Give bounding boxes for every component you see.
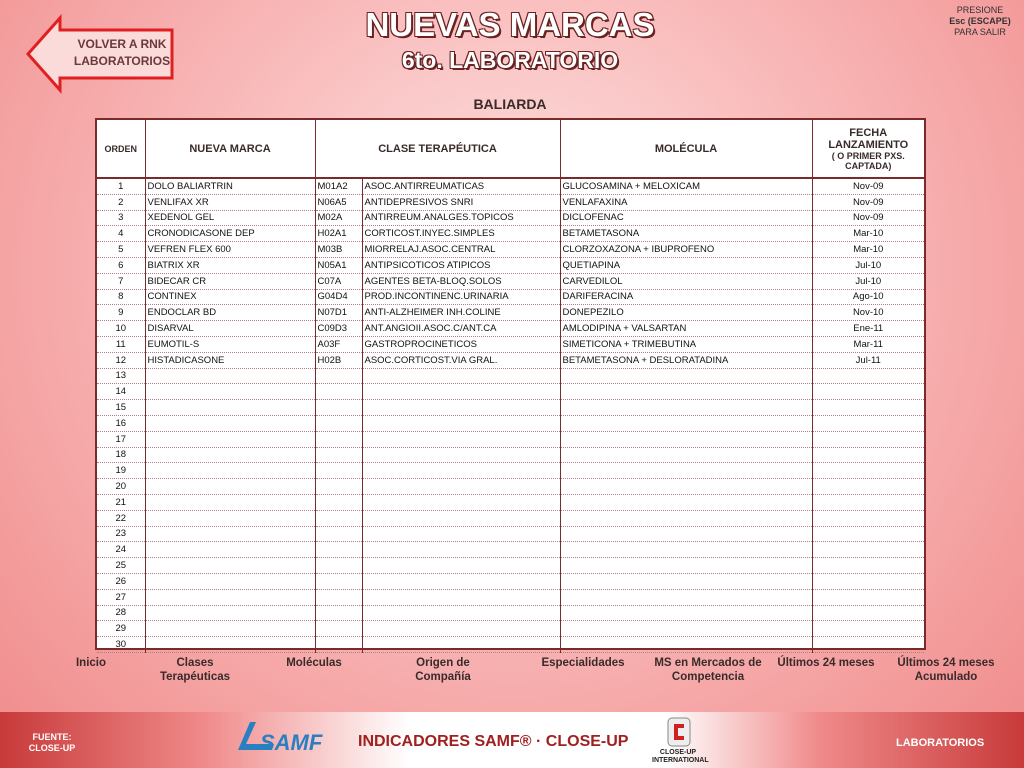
cell-codigo — [315, 384, 362, 400]
cell-molecula: AMLODIPINA + VALSARTAN — [560, 321, 812, 337]
cell-clase: ANTIPSICOTICOS ATIPICOS — [362, 257, 560, 273]
cell-clase — [362, 558, 560, 574]
cell-molecula — [560, 447, 812, 463]
cell-marca — [145, 510, 315, 526]
table-row — [97, 352, 924, 368]
cell-codigo — [315, 463, 362, 479]
cell-codigo: G04D4 — [315, 289, 362, 305]
cell-codigo — [315, 558, 362, 574]
cell-orden: 10 — [97, 321, 145, 337]
page-subtitle: 6to. LABORATORIO — [401, 47, 619, 73]
nav-inicio[interactable]: Inicio — [75, 657, 107, 669]
cell-clase: ANTI-ALZHEIMER INH.COLINE — [362, 305, 560, 321]
cell-fecha — [812, 447, 924, 463]
cell-orden: 23 — [97, 526, 145, 542]
cell-fecha: Nov-10 — [812, 305, 924, 321]
cell-marca: CONTINEX — [145, 289, 315, 305]
cell-codigo — [315, 415, 362, 431]
cell-orden: 13 — [97, 368, 145, 384]
cell-orden: 3 — [97, 210, 145, 226]
cell-clase: ANT.ANGIOII.ASOC.C/ANT.CA — [362, 321, 560, 337]
cell-orden: 16 — [97, 415, 145, 431]
cell-molecula — [560, 542, 812, 558]
cell-clase — [362, 463, 560, 479]
cell-orden: 4 — [97, 226, 145, 242]
cell-codigo: M01A2 — [315, 178, 362, 194]
cell-clase — [362, 621, 560, 637]
cell-clase: AGENTES BETA-BLOQ.SOLOS — [362, 273, 560, 289]
cell-clase — [362, 526, 560, 542]
cell-fecha — [812, 605, 924, 621]
table-row — [97, 305, 924, 321]
escape-hint-line1: PRESIONE — [956, 5, 1004, 15]
closeup-logo-icon — [654, 716, 702, 750]
cell-fecha — [812, 368, 924, 384]
table-row — [97, 447, 924, 463]
cell-fecha: Nov-09 — [812, 178, 924, 194]
table-row — [97, 526, 924, 542]
cell-clase — [362, 479, 560, 495]
table-row — [97, 336, 924, 352]
cell-molecula — [560, 479, 812, 495]
cell-orden: 8 — [97, 289, 145, 305]
cell-fecha — [812, 637, 924, 653]
cell-clase — [362, 368, 560, 384]
cell-fecha — [812, 542, 924, 558]
cell-marca — [145, 447, 315, 463]
cell-orden: 18 — [97, 447, 145, 463]
cell-orden: 25 — [97, 558, 145, 574]
cell-molecula — [560, 589, 812, 605]
cell-clase: ANTIDEPRESIVOS SNRI — [362, 194, 560, 210]
cell-marca — [145, 463, 315, 479]
table-row — [97, 400, 924, 416]
cell-codigo — [315, 542, 362, 558]
cell-codigo: H02B — [315, 352, 362, 368]
cell-clase — [362, 542, 560, 558]
cell-fecha — [812, 431, 924, 447]
cell-codigo: M03B — [315, 242, 362, 258]
cell-molecula: BETAMETASONA + DESLORATADINA — [560, 352, 812, 368]
cell-codigo — [315, 447, 362, 463]
cell-fecha — [812, 558, 924, 574]
cell-marca: BIATRIX XR — [145, 257, 315, 273]
cell-clase: ASOC.ANTIRREUMATICAS — [362, 178, 560, 194]
table-row — [97, 226, 924, 242]
cell-molecula — [560, 384, 812, 400]
nav-especialidades[interactable]: Especialidades — [541, 657, 625, 669]
cell-marca: DISARVAL — [145, 321, 315, 337]
cell-fecha — [812, 415, 924, 431]
col-header-clase: CLASE TERAPÉUTICA — [315, 120, 560, 178]
cell-clase — [362, 431, 560, 447]
cell-orden: 19 — [97, 463, 145, 479]
table-row — [97, 289, 924, 305]
col-header-marca: NUEVA MARCA — [145, 120, 315, 178]
cell-fecha: Mar-10 — [812, 226, 924, 242]
footer-laboratorios-link[interactable]: LABORATORIOS — [896, 737, 985, 749]
cell-orden: 21 — [97, 494, 145, 510]
table-row — [97, 494, 924, 510]
escape-hint-key: Esc (ESCAPE) — [949, 16, 1011, 26]
table-row — [97, 542, 924, 558]
nav-ms-mercados[interactable]: MS en Mercados de Competencia — [654, 657, 762, 683]
cell-molecula: VENLAFAXINA — [560, 194, 812, 210]
cell-molecula — [560, 494, 812, 510]
closeup-logo-text: CLOSE-UP INTERNATIONAL — [652, 749, 709, 764]
cell-molecula: DONEPEZILO — [560, 305, 812, 321]
cell-marca: CRONODICASONE DEP — [145, 226, 315, 242]
cell-molecula — [560, 605, 812, 621]
laboratory-name: BALIARDA — [473, 96, 547, 112]
table-row — [97, 637, 924, 653]
nav-moleculas[interactable]: Moléculas — [286, 657, 342, 669]
cell-molecula — [560, 526, 812, 542]
table-row — [97, 273, 924, 289]
cell-codigo — [315, 621, 362, 637]
table-row — [97, 242, 924, 258]
cell-marca — [145, 415, 315, 431]
cell-clase — [362, 447, 560, 463]
cell-clase — [362, 510, 560, 526]
cell-marca — [145, 542, 315, 558]
table-row — [97, 621, 924, 637]
source-label: FUENTE: CLOSE-UP — [28, 732, 76, 753]
cell-fecha: Mar-11 — [812, 336, 924, 352]
cell-molecula — [560, 463, 812, 479]
cell-fecha — [812, 526, 924, 542]
cell-molecula — [560, 415, 812, 431]
escape-hint-line3: PARA SALIR — [954, 27, 1006, 37]
cell-marca — [145, 479, 315, 495]
cell-codigo: A03F — [315, 336, 362, 352]
cell-fecha: Mar-10 — [812, 242, 924, 258]
cell-marca — [145, 558, 315, 574]
table-row — [97, 558, 924, 574]
cell-clase — [362, 589, 560, 605]
cell-marca — [145, 494, 315, 510]
cell-fecha: Nov-09 — [812, 210, 924, 226]
table-row — [97, 479, 924, 495]
cell-molecula — [560, 637, 812, 653]
cell-fecha — [812, 400, 924, 416]
cell-orden: 2 — [97, 194, 145, 210]
cell-codigo: N05A1 — [315, 257, 362, 273]
cell-orden: 15 — [97, 400, 145, 416]
cell-orden: 9 — [97, 305, 145, 321]
cell-orden: 24 — [97, 542, 145, 558]
table-row — [97, 431, 924, 447]
table-row — [97, 510, 924, 526]
back-to-rnk-button[interactable] — [26, 14, 176, 94]
col-header-orden: ORDEN — [97, 120, 145, 178]
cell-codigo — [315, 368, 362, 384]
table-row — [97, 210, 924, 226]
cell-molecula: GLUCOSAMINA + MELOXICAM — [560, 178, 812, 194]
cell-codigo — [315, 573, 362, 589]
cell-molecula — [560, 510, 812, 526]
table-row — [97, 573, 924, 589]
cell-orden: 20 — [97, 479, 145, 495]
table-row — [97, 178, 924, 194]
cell-orden: 12 — [97, 352, 145, 368]
table-row — [97, 384, 924, 400]
cell-marca: ENDOCLAR BD — [145, 305, 315, 321]
cell-clase: CORTICOST.INYEC.SIMPLES — [362, 226, 560, 242]
table-row — [97, 415, 924, 431]
cell-marca — [145, 368, 315, 384]
cell-clase — [362, 573, 560, 589]
col-header-fecha — [812, 120, 924, 178]
cell-molecula: CLORZOXAZONA + IBUPROFENO — [560, 242, 812, 258]
cell-molecula — [560, 368, 812, 384]
table-row — [97, 257, 924, 273]
cell-marca: VENLIFAX XR — [145, 194, 315, 210]
cell-codigo: H02A1 — [315, 226, 362, 242]
cell-orden: 14 — [97, 384, 145, 400]
cell-fecha — [812, 479, 924, 495]
cell-orden: 7 — [97, 273, 145, 289]
table-row — [97, 194, 924, 210]
cell-clase — [362, 637, 560, 653]
cell-marca: XEDENOL GEL — [145, 210, 315, 226]
cell-molecula: DARIFERACINA — [560, 289, 812, 305]
cell-marca — [145, 526, 315, 542]
cell-clase: MIORRELAJ.ASOC.CENTRAL — [362, 242, 560, 258]
cell-codigo — [315, 479, 362, 495]
cell-marca: VEFREN FLEX 600 — [145, 242, 315, 258]
cell-codigo — [315, 589, 362, 605]
cell-fecha — [812, 621, 924, 637]
table-header-row — [97, 120, 924, 178]
cell-marca — [145, 573, 315, 589]
cell-molecula — [560, 573, 812, 589]
cell-fecha — [812, 463, 924, 479]
cell-molecula: QUETIAPINA — [560, 257, 812, 273]
cell-fecha — [812, 573, 924, 589]
cell-codigo — [315, 494, 362, 510]
samf-logo-icon — [234, 718, 338, 754]
cell-orden: 27 — [97, 589, 145, 605]
cell-fecha: Ago-10 — [812, 289, 924, 305]
cell-orden: 17 — [97, 431, 145, 447]
cell-clase — [362, 415, 560, 431]
cell-clase — [362, 605, 560, 621]
cell-codigo — [315, 637, 362, 653]
cell-fecha — [812, 384, 924, 400]
cell-clase: ANTIRREUM.ANALGES.TOPICOS — [362, 210, 560, 226]
table-row — [97, 589, 924, 605]
footer-bar — [0, 712, 1024, 768]
cell-orden: 11 — [97, 336, 145, 352]
nav-clases-terapeuticas[interactable]: Clases Terapéuticas — [159, 657, 231, 683]
cell-clase: GASTROPROCINETICOS — [362, 336, 560, 352]
cell-codigo — [315, 526, 362, 542]
cell-clase — [362, 400, 560, 416]
cell-marca — [145, 621, 315, 637]
cell-fecha — [812, 494, 924, 510]
escape-hint — [935, 5, 1024, 38]
cell-molecula — [560, 621, 812, 637]
cell-marca — [145, 400, 315, 416]
cell-clase: ASOC.CORTICOST.VIA GRAL. — [362, 352, 560, 368]
cell-marca — [145, 637, 315, 653]
cell-codigo: N06A5 — [315, 194, 362, 210]
cell-orden: 5 — [97, 242, 145, 258]
page-title: NUEVAS MARCAS — [365, 6, 655, 43]
new-brands-table — [95, 118, 926, 650]
cell-marca: DOLO BALIARTRIN — [145, 178, 315, 194]
cell-marca — [145, 589, 315, 605]
cell-codigo: M02A — [315, 210, 362, 226]
table-row — [97, 605, 924, 621]
cell-codigo — [315, 605, 362, 621]
cell-orden: 28 — [97, 605, 145, 621]
cell-marca: EUMOTIL-S — [145, 336, 315, 352]
cell-codigo — [315, 510, 362, 526]
cell-fecha — [812, 589, 924, 605]
cell-molecula — [560, 431, 812, 447]
cell-orden: 6 — [97, 257, 145, 273]
cell-fecha: Jul-10 — [812, 273, 924, 289]
cell-clase: PROD.INCONTINENC.URINARIA — [362, 289, 560, 305]
cell-codigo: C07A — [315, 273, 362, 289]
nav-origen-compania[interactable]: Origen de Compañía — [415, 657, 471, 683]
nav-ultimos-24[interactable]: Últimos 24 meses — [777, 657, 875, 669]
cell-molecula — [560, 400, 812, 416]
table-row — [97, 368, 924, 384]
cell-codigo: C09D3 — [315, 321, 362, 337]
col-header-molecula: MOLÉCULA — [560, 120, 812, 178]
cell-orden: 1 — [97, 178, 145, 194]
table-row — [97, 463, 924, 479]
cell-fecha: Nov-09 — [812, 194, 924, 210]
cell-marca — [145, 384, 315, 400]
cell-fecha: Jul-10 — [812, 257, 924, 273]
cell-fecha — [812, 510, 924, 526]
cell-fecha: Jul-11 — [812, 352, 924, 368]
cell-orden: 29 — [97, 621, 145, 637]
indicadores-title: INDICADORES SAMF® · CLOSE-UP — [358, 733, 629, 750]
cell-orden: 30 — [97, 637, 145, 653]
cell-codigo — [315, 400, 362, 416]
cell-fecha: Ene-11 — [812, 321, 924, 337]
cell-codigo — [315, 431, 362, 447]
cell-molecula: DICLOFENAC — [560, 210, 812, 226]
cell-orden: 26 — [97, 573, 145, 589]
cell-marca — [145, 605, 315, 621]
cell-clase — [362, 494, 560, 510]
nav-ultimos-24-acumulado[interactable]: Últimos 24 meses Acumulado — [897, 657, 995, 683]
col-header-fecha-main: FECHA LANZAMIENTO — [828, 126, 909, 151]
col-header-fecha-sub: ( O PRIMER PXS. CAPTADA) — [831, 150, 905, 171]
table-row — [97, 321, 924, 337]
cell-molecula: CARVEDILOL — [560, 273, 812, 289]
svg-text:SAMF: SAMF — [260, 730, 323, 754]
cell-codigo: N07D1 — [315, 305, 362, 321]
cell-molecula — [560, 558, 812, 574]
cell-molecula: BETAMETASONA — [560, 226, 812, 242]
cell-marca: BIDECAR CR — [145, 273, 315, 289]
cell-orden: 22 — [97, 510, 145, 526]
cell-molecula: SIMETICONA + TRIMEBUTINA — [560, 336, 812, 352]
back-button-label: VOLVER A RNK LABORATORIOS — [73, 37, 171, 68]
cell-marca: HISTADICASONE — [145, 352, 315, 368]
cell-marca — [145, 431, 315, 447]
cell-clase — [362, 384, 560, 400]
